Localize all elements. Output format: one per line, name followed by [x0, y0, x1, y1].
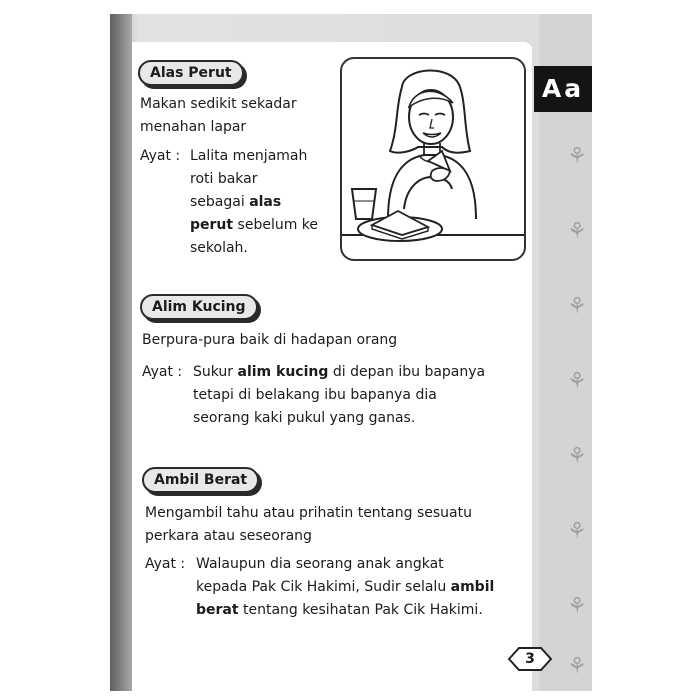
- meaning-line: perkara atau seseorang: [145, 528, 312, 544]
- ayat-line: [190, 145, 318, 168]
- index-letter-tab: Aa: [534, 66, 592, 112]
- tulip-motif-icon: ⚘: [567, 144, 587, 169]
- ayat-text: seorang kaki pukul yang ganas.: [193, 410, 416, 426]
- ayat-line: [196, 576, 494, 599]
- tulip-motif-icon: ⚘: [567, 654, 587, 679]
- decorative-side-band: [539, 14, 592, 691]
- idiom-highlight: perut: [190, 217, 234, 233]
- ayat-label: Ayat :: [142, 364, 183, 380]
- ayat-text: kepada Pak Cik Hakimi, Sudir selalu: [196, 579, 451, 595]
- ayat-sentence: [196, 553, 494, 622]
- ayat-sentence: [190, 145, 318, 260]
- ayat-label: Ayat :: [140, 148, 181, 164]
- meaning-line: menahan lapar: [140, 119, 247, 135]
- ayat-line: [190, 168, 318, 191]
- page-shadow-strip: [110, 14, 132, 691]
- ayat-line: [193, 384, 485, 407]
- ayat-line: [196, 599, 494, 622]
- ayat-line: [190, 191, 318, 214]
- ayat-text: sebelum ke: [233, 217, 319, 233]
- tulip-motif-icon: ⚘: [567, 594, 587, 619]
- tulip-motif-icon: ⚘: [567, 219, 587, 244]
- tulip-motif-icon: ⚘: [567, 444, 587, 469]
- idiom-highlight: berat: [196, 602, 239, 618]
- ayat-text: Sukur: [193, 364, 238, 380]
- tulip-motif-icon: ⚘: [567, 519, 587, 544]
- term-badge-2: Alim Kucing: [140, 294, 258, 320]
- ayat-label: Ayat :: [145, 556, 186, 572]
- idiom-highlight: alim kucing: [237, 364, 329, 380]
- ayat-text: sekolah.: [190, 240, 248, 256]
- page-number: 3: [525, 651, 535, 667]
- ayat-line: [193, 407, 485, 430]
- meaning-line: Mengambil tahu atau prihatin tentang sesuatu: [145, 505, 472, 521]
- idiom-highlight: ambil: [450, 579, 495, 595]
- ayat-text: tetapi di belakang ibu bapanya dia: [193, 387, 437, 403]
- ayat-line: [196, 553, 494, 576]
- ayat-text: Walaupun dia seorang anak angkat: [196, 556, 444, 572]
- idiom-highlight: alas: [249, 194, 282, 210]
- ayat-sentence: [193, 361, 485, 430]
- girl-eating-toast-illustration: [340, 57, 526, 261]
- tulip-motif-icon: ⚘: [567, 294, 587, 319]
- meaning-line: Makan sedikit sekadar: [140, 96, 297, 112]
- meaning-line: Berpura-pura baik di hadapan orang: [142, 332, 398, 348]
- ayat-line: [190, 214, 318, 237]
- ayat-text: di depan ibu bapanya: [328, 364, 486, 380]
- term-badge-1: Alas Perut: [138, 60, 244, 86]
- ayat-text: sebagai: [190, 194, 250, 210]
- tulip-motif-icon: ⚘: [567, 369, 587, 394]
- ayat-line: [190, 237, 318, 260]
- illustration-drawing: [342, 59, 524, 259]
- ayat-text: tentang kesihatan Pak Cik Hakimi.: [238, 602, 483, 618]
- ayat-text: Lalita menjamah: [190, 148, 308, 164]
- ayat-text: roti bakar: [190, 171, 258, 187]
- term-badge-3: Ambil Berat: [142, 467, 259, 493]
- ayat-line: [193, 361, 485, 384]
